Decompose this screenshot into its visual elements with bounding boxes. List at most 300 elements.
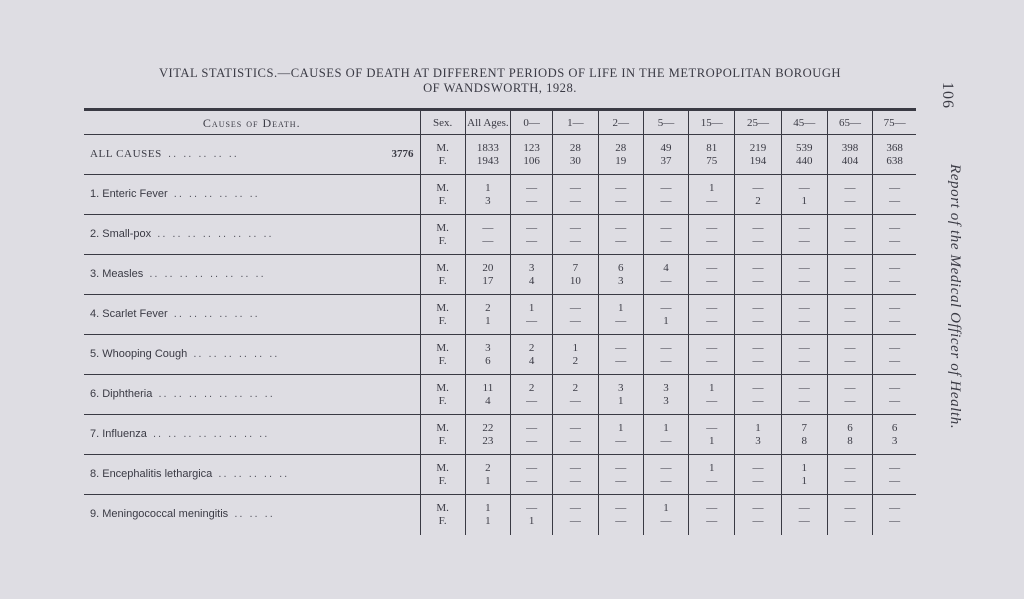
- male-value: —: [569, 181, 581, 194]
- female-value: —: [844, 474, 856, 487]
- female-value: —: [706, 194, 718, 207]
- leader-dots: .. .. ..: [234, 508, 275, 521]
- count-cell: [689, 375, 735, 415]
- count-cell: [735, 495, 781, 535]
- column-header: Causes of Death.: [202, 116, 301, 130]
- count-cell: [511, 495, 553, 535]
- male-value: —: [615, 461, 627, 474]
- male-value: 11: [482, 381, 494, 394]
- sex-cell: [420, 335, 465, 375]
- female-value: —: [569, 434, 581, 447]
- female-value: 1: [708, 434, 715, 447]
- count-cell: [735, 215, 781, 255]
- female-value: —: [706, 474, 718, 487]
- male-value: —: [889, 461, 901, 474]
- female-value: 194: [749, 154, 767, 167]
- male-value: —: [889, 181, 901, 194]
- column-header: 75—: [873, 110, 916, 135]
- male-value: —: [798, 341, 810, 354]
- male-value: —: [526, 421, 538, 434]
- count-cell: [781, 255, 827, 295]
- male-value: —: [660, 181, 672, 194]
- count-cell: [781, 135, 827, 175]
- table-row: [84, 495, 916, 535]
- count-cell: [598, 175, 643, 215]
- count-cell: [873, 495, 916, 535]
- count-cell: [873, 175, 916, 215]
- count-cell: [689, 135, 735, 175]
- male-value: M.: [436, 141, 449, 154]
- female-value: —: [660, 234, 672, 247]
- female-value: —: [660, 194, 672, 207]
- count-cell: [553, 255, 598, 295]
- count-cell: [689, 335, 735, 375]
- male-value: —: [482, 221, 494, 234]
- title-line-2: OF WANDSWORTH, 1928.: [423, 81, 577, 95]
- count-cell: [873, 455, 916, 495]
- male-value: 1: [572, 341, 579, 354]
- count-cell: [643, 215, 688, 255]
- count-cell: [873, 295, 916, 335]
- male-value: —: [752, 181, 764, 194]
- female-value: —: [569, 314, 581, 327]
- female-value: —: [844, 194, 856, 207]
- count-cell: [781, 175, 827, 215]
- count-cell: [781, 415, 827, 455]
- female-value: 2: [755, 194, 761, 207]
- female-value: —: [706, 354, 718, 367]
- cause-label: 4. Scarlet Fever: [90, 308, 168, 320]
- female-value: —: [798, 274, 810, 287]
- sex-cell: [420, 255, 465, 295]
- count-cell: [511, 135, 553, 175]
- cause-cell: [84, 215, 420, 255]
- male-value: —: [889, 501, 901, 514]
- male-value: —: [889, 381, 901, 394]
- cause-cell: [84, 415, 420, 455]
- female-value: 19: [615, 154, 627, 167]
- count-cell: [735, 375, 781, 415]
- male-value: —: [706, 421, 718, 434]
- female-value: —: [615, 314, 627, 327]
- cause-label: 2. Small-pox: [90, 228, 152, 240]
- column-header: All Ages.: [465, 110, 510, 135]
- male-value: 7: [801, 421, 807, 434]
- column-header: 2—: [598, 110, 643, 135]
- male-value: 1: [617, 421, 624, 434]
- male-value: —: [752, 381, 764, 394]
- male-value: —: [660, 461, 672, 474]
- male-value: 1: [708, 181, 715, 194]
- female-value: 106: [523, 154, 540, 167]
- count-cell: [465, 175, 510, 215]
- female-value: —: [752, 474, 764, 487]
- male-value: —: [526, 461, 538, 474]
- female-value: 4: [528, 354, 535, 367]
- count-cell: [511, 375, 553, 415]
- sex-cell: [420, 175, 465, 215]
- male-value: —: [752, 261, 764, 274]
- female-value: —: [569, 394, 581, 407]
- count-cell: [553, 135, 598, 175]
- male-value: M.: [436, 421, 449, 434]
- female-value: —: [844, 394, 856, 407]
- count-cell: [643, 495, 688, 535]
- sex-cell: [420, 495, 465, 535]
- female-value: —: [526, 474, 538, 487]
- count-cell: [827, 295, 872, 335]
- female-value: 1: [663, 314, 669, 327]
- female-value: 1: [528, 514, 535, 527]
- cause-label: 9. Meningococcal meningitis: [90, 508, 229, 521]
- female-value: —: [615, 234, 627, 247]
- male-value: 1: [617, 301, 624, 314]
- count-cell: [598, 215, 643, 255]
- female-value: —: [660, 354, 672, 367]
- count-cell: [511, 335, 553, 375]
- male-value: 1: [708, 381, 715, 394]
- male-value: —: [615, 221, 627, 234]
- count-cell: [511, 295, 553, 335]
- male-value: —: [706, 501, 718, 514]
- count-cell: [781, 375, 827, 415]
- female-value: 4: [528, 274, 535, 287]
- female-value: —: [752, 354, 764, 367]
- female-value: 4: [485, 394, 491, 407]
- female-value: F.: [438, 474, 447, 487]
- female-value: —: [526, 314, 538, 327]
- female-value: F.: [438, 314, 447, 327]
- count-cell: [598, 295, 643, 335]
- male-value: —: [798, 301, 810, 314]
- cause-label: ALL CAUSES: [90, 148, 162, 160]
- title-line-1: VITAL STATISTICS.—CAUSES OF DEATH AT DIFFERENT PERIODS OF LIFE IN THE METROPOLITAN BOROUGH: [158, 66, 842, 80]
- female-value: F.: [438, 394, 447, 407]
- female-value: —: [660, 474, 672, 487]
- male-value: —: [798, 181, 810, 194]
- male-value: —: [752, 301, 764, 314]
- male-value: M.: [436, 381, 449, 394]
- male-value: 2: [528, 381, 535, 394]
- female-value: —: [526, 434, 538, 447]
- cause-label: 5. Whooping Cough: [90, 348, 188, 360]
- count-cell: [873, 375, 916, 415]
- male-value: —: [844, 341, 856, 354]
- male-value: —: [526, 181, 538, 194]
- female-value: 440: [796, 154, 813, 167]
- female-value: —: [569, 514, 581, 527]
- leader-dots: .. .. .. .. ..: [218, 468, 290, 480]
- female-value: —: [889, 514, 901, 527]
- count-cell: [827, 255, 872, 295]
- female-value: —: [798, 314, 810, 327]
- female-value: —: [660, 514, 672, 527]
- count-cell: [553, 295, 598, 335]
- table-row: [84, 295, 916, 335]
- female-value: F.: [438, 274, 447, 287]
- leader-dots: .. .. .. .. .. .. .. ..: [157, 228, 274, 240]
- female-value: —: [615, 194, 627, 207]
- count-cell: [827, 415, 872, 455]
- cause-cell: [84, 495, 420, 535]
- male-value: 368: [886, 141, 903, 154]
- count-cell: [781, 215, 827, 255]
- count-cell: [511, 215, 553, 255]
- count-cell: [643, 375, 688, 415]
- female-value: —: [798, 514, 810, 527]
- female-value: 3: [663, 394, 669, 407]
- cause-label: 3. Measles: [90, 268, 144, 280]
- female-value: —: [752, 514, 764, 527]
- count-cell: [827, 495, 872, 535]
- female-value: —: [752, 314, 764, 327]
- male-value: 1: [663, 501, 669, 514]
- male-value: M.: [436, 461, 449, 474]
- count-cell: [598, 495, 643, 535]
- cause-cell: [84, 175, 420, 215]
- count-cell: [643, 175, 688, 215]
- count-cell: [735, 175, 781, 215]
- cause-cell: [84, 255, 420, 295]
- female-value: F.: [438, 234, 447, 247]
- female-value: —: [889, 394, 901, 407]
- count-cell: [689, 295, 735, 335]
- male-value: 1833: [476, 141, 499, 154]
- count-cell: [735, 415, 781, 455]
- table-body: [84, 135, 916, 535]
- sex-cell: [420, 455, 465, 495]
- cause-label: 1. Enteric Fever: [90, 188, 168, 200]
- count-cell: [827, 215, 872, 255]
- male-value: M.: [436, 221, 449, 234]
- table-header-row: [84, 110, 916, 135]
- female-value: —: [889, 474, 901, 487]
- male-value: 1: [485, 501, 491, 514]
- count-cell: [827, 335, 872, 375]
- male-value: 3: [528, 261, 535, 274]
- count-cell: [689, 175, 735, 215]
- cause-cell: [84, 135, 420, 175]
- female-value: —: [889, 234, 901, 247]
- male-value: 49: [660, 141, 672, 154]
- male-value: —: [752, 461, 764, 474]
- sex-cell: [420, 375, 465, 415]
- female-value: —: [706, 394, 718, 407]
- female-value: F.: [438, 514, 447, 527]
- female-value: —: [844, 514, 856, 527]
- female-value: 404: [841, 154, 859, 167]
- female-value: —: [889, 354, 901, 367]
- female-value: —: [706, 234, 718, 247]
- male-value: —: [844, 501, 856, 514]
- male-value: —: [752, 501, 764, 514]
- all-causes-total: 3776: [392, 148, 420, 161]
- female-value: —: [615, 474, 627, 487]
- female-value: F.: [438, 434, 447, 447]
- male-value: —: [706, 261, 718, 274]
- male-value: —: [752, 221, 764, 234]
- male-value: —: [844, 261, 856, 274]
- male-value: —: [798, 381, 810, 394]
- count-cell: [553, 215, 598, 255]
- count-cell: [465, 375, 510, 415]
- male-value: 4: [663, 261, 669, 274]
- leader-dots: .. .. .. .. ..: [168, 148, 239, 160]
- male-value: 3: [663, 381, 669, 394]
- male-value: 1: [528, 301, 535, 314]
- count-cell: [465, 495, 510, 535]
- male-value: —: [660, 301, 672, 314]
- count-cell: [781, 335, 827, 375]
- count-cell: [781, 455, 827, 495]
- male-value: —: [798, 501, 810, 514]
- male-value: —: [798, 261, 810, 274]
- female-value: 8: [847, 434, 853, 447]
- count-cell: [598, 335, 643, 375]
- count-cell: [553, 455, 598, 495]
- male-value: 123: [523, 141, 540, 154]
- male-value: 1: [708, 461, 715, 474]
- count-cell: [598, 375, 643, 415]
- count-cell: [643, 295, 688, 335]
- female-value: —: [798, 234, 810, 247]
- male-value: —: [569, 461, 581, 474]
- male-value: —: [844, 181, 856, 194]
- page-number: 106: [939, 82, 956, 109]
- male-value: —: [844, 381, 856, 394]
- cause-label: 6. Diphtheria: [90, 388, 153, 400]
- female-value: —: [844, 274, 856, 287]
- count-cell: [553, 375, 598, 415]
- count-cell: [689, 495, 735, 535]
- male-value: —: [844, 461, 856, 474]
- female-value: 3: [755, 434, 761, 447]
- female-value: 3: [891, 434, 898, 447]
- male-value: 3: [485, 341, 491, 354]
- male-value: —: [615, 501, 627, 514]
- table-row: [84, 175, 916, 215]
- cause-cell: [84, 375, 420, 415]
- female-value: —: [526, 234, 538, 247]
- sex-cell: [420, 215, 465, 255]
- female-value: —: [615, 434, 627, 447]
- female-value: —: [526, 394, 538, 407]
- leader-dots: .. .. .. .. .. .. .. ..: [149, 268, 266, 280]
- male-value: 1: [485, 181, 491, 194]
- count-cell: [689, 455, 735, 495]
- male-value: —: [526, 221, 538, 234]
- male-value: 7: [572, 261, 579, 274]
- table-row: [84, 455, 916, 495]
- count-cell: [465, 295, 510, 335]
- female-value: —: [569, 474, 581, 487]
- count-cell: [827, 175, 872, 215]
- table-row: [84, 335, 916, 375]
- male-value: 22: [482, 421, 494, 434]
- male-value: —: [526, 501, 538, 514]
- count-cell: [511, 415, 553, 455]
- male-value: —: [569, 301, 581, 314]
- column-header: Sex.: [420, 110, 465, 135]
- female-value: 23: [482, 434, 494, 447]
- female-value: 1: [617, 394, 624, 407]
- male-value: —: [706, 221, 718, 234]
- female-value: —: [706, 274, 718, 287]
- male-value: 219: [749, 141, 767, 154]
- female-value: —: [569, 234, 581, 247]
- female-value: 1: [801, 194, 807, 207]
- male-value: M.: [436, 181, 449, 194]
- leader-dots: .. .. .. .. .. ..: [173, 188, 260, 200]
- female-value: —: [482, 234, 494, 247]
- female-value: —: [798, 354, 810, 367]
- count-cell: [781, 295, 827, 335]
- female-value: 37: [660, 154, 672, 167]
- female-value: —: [706, 514, 718, 527]
- female-value: F.: [438, 154, 447, 167]
- male-value: 2: [485, 301, 491, 314]
- count-cell: [511, 455, 553, 495]
- female-value: —: [660, 274, 672, 287]
- count-cell: [873, 335, 916, 375]
- count-cell: [735, 255, 781, 295]
- male-value: M.: [436, 501, 449, 514]
- count-cell: [553, 335, 598, 375]
- column-header: 1—: [553, 110, 598, 135]
- count-cell: [735, 455, 781, 495]
- running-head: Report of the Medical Officer of Health.: [947, 164, 963, 430]
- female-value: —: [660, 434, 672, 447]
- female-value: 17: [482, 274, 494, 287]
- count-cell: [465, 255, 510, 295]
- male-value: —: [889, 261, 901, 274]
- female-value: F.: [438, 354, 447, 367]
- count-cell: [735, 335, 781, 375]
- count-cell: [689, 215, 735, 255]
- count-cell: [873, 415, 916, 455]
- count-cell: [598, 135, 643, 175]
- table-row: [84, 375, 916, 415]
- count-cell: [689, 255, 735, 295]
- count-cell: [511, 175, 553, 215]
- leader-dots: .. .. .. .. .. .. .. ..: [153, 428, 270, 440]
- female-value: —: [752, 274, 764, 287]
- table-row: [84, 255, 916, 295]
- male-value: —: [798, 221, 810, 234]
- sex-cell: [420, 415, 465, 455]
- male-value: 20: [482, 261, 494, 274]
- cause-cell: [84, 335, 420, 375]
- leader-dots: .. .. .. .. .. ..: [193, 348, 280, 360]
- female-value: —: [615, 514, 627, 527]
- male-value: —: [706, 341, 718, 354]
- female-value: 75: [706, 154, 718, 167]
- male-value: 539: [796, 141, 813, 154]
- column-header: 45—: [781, 110, 827, 135]
- male-value: —: [706, 301, 718, 314]
- count-cell: [598, 415, 643, 455]
- female-value: —: [752, 234, 764, 247]
- count-cell: [465, 215, 510, 255]
- male-value: —: [889, 341, 901, 354]
- column-header: 65—: [827, 110, 872, 135]
- male-value: 3: [617, 381, 624, 394]
- male-value: —: [752, 341, 764, 354]
- count-cell: [598, 455, 643, 495]
- male-value: 28: [569, 141, 581, 154]
- male-value: —: [844, 301, 856, 314]
- female-value: 1: [485, 314, 491, 327]
